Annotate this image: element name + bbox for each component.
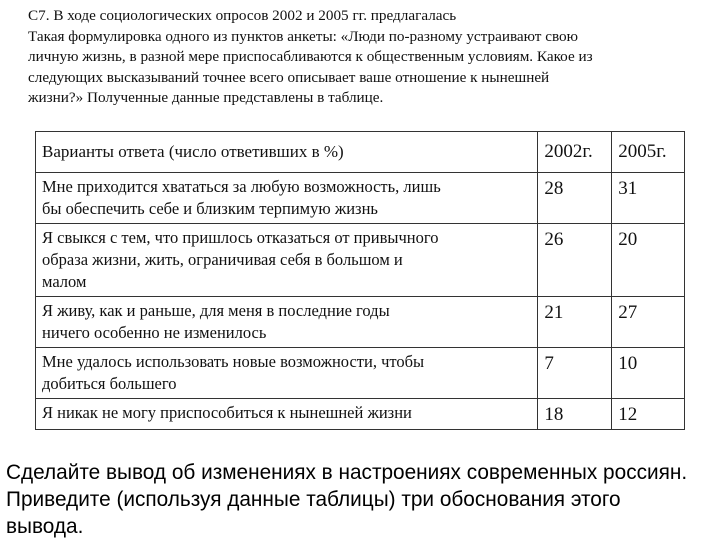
header-2002: 2002г. [538,132,612,173]
answer-cell [36,399,538,430]
question-line: Приведите (используя данные таблицы) три обоснования этого [6,488,621,511]
answer-line: Мне приходится хвататься за любую возможность, лишь [42,177,441,196]
answer-cell [36,224,538,297]
intro-line: личную жизнь, в разной мере приспосабливаются к общественным условиям. Какое из [28,48,593,65]
value-2002: 21 [538,297,612,348]
answer-line: добиться большего [42,374,177,393]
answer-line: малом [42,272,87,291]
task-intro [28,6,698,109]
table-row [36,297,685,348]
table-row [36,348,685,399]
intro-line: жизни?» Полученные данные представлены в таблице. [28,89,384,106]
table-header-row [36,132,685,173]
header-2005: 2005г. [612,132,685,173]
answer-line: Я живу, как и раньше, для меня в последние годы [42,301,390,320]
answer-line: ничего особенно не изменилось [42,323,267,342]
intro-line: следующих высказываний точнее всего описывает ваше отношение к нынешней [28,68,550,86]
table-row [36,224,685,297]
value-2002: 18 [538,399,612,430]
answer-line: бы обеспечить себе и близким терпимую жизнь [42,199,378,218]
answer-line: Я никак не могу приспособиться к нынешней жизни [42,403,412,422]
value-2002: 7 [538,348,612,399]
answer-cell [36,348,538,399]
header-answer: Варианты ответа (число ответивших в %) [36,132,538,173]
answer-line: Мне удалось использовать новые возможности, чтобы [42,352,425,371]
intro-line: С7. В ходе социологических опросов 2002 и 2005 гг. предлагалась [28,7,457,24]
answer-cell [36,173,538,224]
answer-line: образа жизни, жить, ограничивая себя в большом и [42,250,403,269]
intro-line: Такая формулировка одного из пунктов анкеты: «Люди по-разному устраивают свою [28,27,578,45]
table-row [36,399,685,430]
task-question [6,459,718,540]
value-2005: 31 [612,173,685,224]
table-row [36,173,685,224]
value-2002: 26 [538,224,612,297]
question-line: Сделайте вывод об изменениях в настроениях современных россиян. [6,461,688,484]
value-2005: 27 [612,297,685,348]
value-2002: 28 [538,173,612,224]
value-2005: 12 [612,399,685,430]
question-line: вывода. [6,515,84,538]
value-2005: 20 [612,224,685,297]
answer-cell [36,297,538,348]
survey-table [35,131,685,430]
value-2005: 10 [612,348,685,399]
answer-line: Я свыкся с тем, что пришлось отказаться от привычного [42,228,439,247]
